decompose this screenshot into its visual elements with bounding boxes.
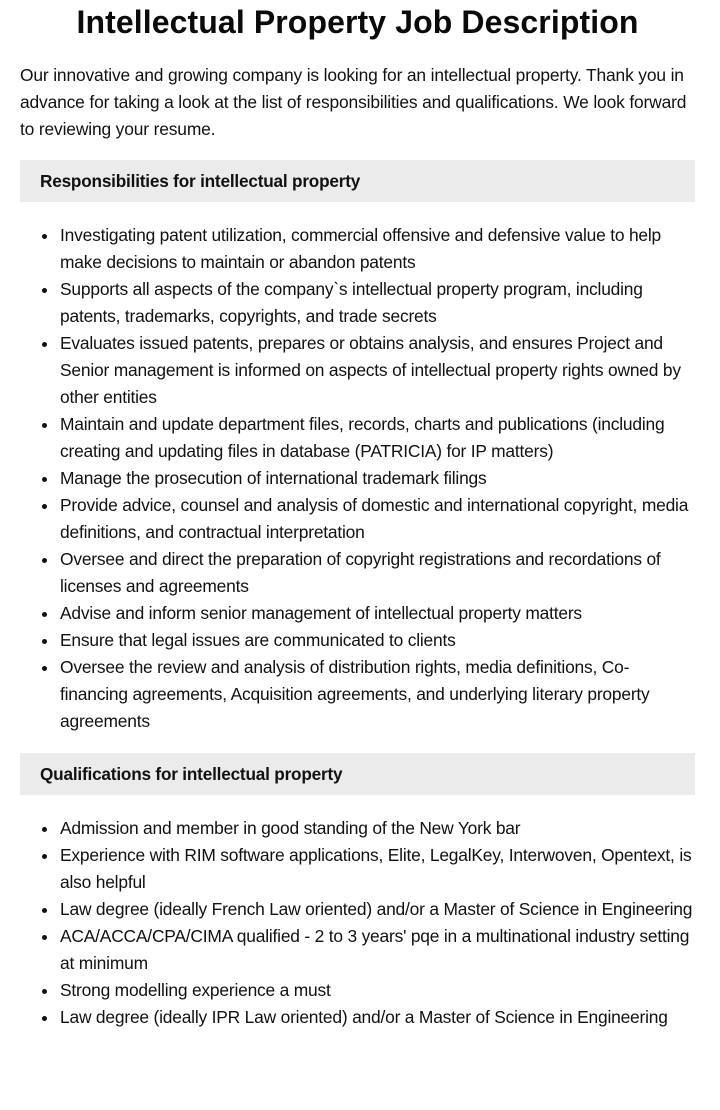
list-item	[60, 1004, 695, 1031]
list-item	[60, 923, 695, 977]
list-item	[60, 276, 695, 330]
qualifications-section	[20, 753, 695, 1031]
responsibilities-list	[20, 222, 695, 735]
bullet-icon	[42, 935, 47, 940]
list-item-text: Advise and inform senior management of intellectual property matters	[60, 603, 582, 623]
bullet-icon	[42, 989, 47, 994]
list-item	[60, 654, 695, 735]
bullet-icon	[42, 854, 47, 859]
list-item-text: Strong modelling experience a must	[60, 980, 331, 1000]
list-item-text: Oversee and direct the preparation of copyright registrations and recordations of licenses and agreements	[60, 549, 661, 596]
bullet-icon	[42, 342, 47, 347]
list-item-text: Maintain and update department files, records, charts and publications (including creating and updating files in database (PATRICIA) for IP matters)	[60, 414, 665, 461]
list-item	[60, 222, 695, 276]
bullet-icon	[42, 423, 47, 428]
list-item-text: Oversee the review and analysis of distribution rights, media definitions, Co-financing agreements, Acquisition agreements, and underlying literary property agreements	[60, 657, 650, 731]
bullet-icon	[42, 639, 47, 644]
list-item-text: Supports all aspects of the company`s intellectual property program, including patents, trademarks, copyrights, and trade secrets	[60, 279, 643, 326]
qualifications-heading: Qualifications for intellectual property	[20, 753, 695, 795]
list-item-text: Investigating patent utilization, commercial offensive and defensive value to help make decisions to maintain or abandon patents	[60, 225, 662, 272]
responsibilities-heading: Responsibilities for intellectual property	[20, 160, 695, 202]
bullet-icon	[42, 477, 47, 482]
page-title: Intellectual Property Job Description	[76, 4, 639, 40]
list-item	[60, 546, 695, 600]
bullet-icon	[42, 504, 47, 509]
list-item	[60, 492, 695, 546]
list-item-text: Evaluates issued patents, prepares or obtains analysis, and ensures Project and Senior management is informed on aspects of intellectual property rights owned by other entities	[60, 333, 681, 407]
responsibilities-section	[20, 160, 695, 735]
bullet-icon	[42, 908, 47, 913]
bullet-icon	[42, 827, 47, 832]
bullet-icon	[42, 1016, 47, 1021]
list-item-text: ACA/ACCA/CPA/CIMA qualified - 2 to 3 years' pqe in a multinational industry setting at minimum	[60, 926, 690, 973]
list-item	[60, 600, 695, 627]
list-item	[60, 977, 695, 1004]
list-item-text: Admission and member in good standing of the New York bar	[60, 818, 521, 838]
list-item-text: Ensure that legal issues are communicated to clients	[60, 630, 456, 650]
qualifications-list	[20, 815, 695, 1031]
list-item	[60, 627, 695, 654]
bullet-icon	[42, 558, 47, 563]
list-item-text: Law degree (ideally French Law oriented) and/or a Master of Science in Engineering	[60, 899, 693, 919]
list-item-text: Manage the prosecution of international trademark filings	[60, 468, 487, 488]
list-item	[60, 842, 695, 896]
bullet-icon	[42, 666, 47, 671]
list-item	[60, 330, 695, 411]
list-item	[60, 815, 695, 842]
list-item-text: Experience with RIM software applications, Elite, LegalKey, Interwoven, Opentext, is also helpful	[60, 845, 692, 892]
list-item	[60, 411, 695, 465]
list-item	[60, 465, 695, 492]
bullet-icon	[42, 288, 47, 293]
bullet-icon	[42, 234, 47, 239]
list-item-text: Provide advice, counsel and analysis of domestic and international copyright, media definitions, and contractual interpretation	[60, 495, 689, 542]
bullet-icon	[42, 612, 47, 617]
intro-paragraph: Our innovative and growing company is looking for an intellectual property. Thank you in advance for taking a look at the list of responsibilities and qualifications. We look forward to reviewing your resume.	[20, 65, 687, 139]
list-item-text: Law degree (ideally IPR Law oriented) and/or a Master of Science in Engineering	[60, 1007, 668, 1027]
list-item	[60, 896, 695, 923]
